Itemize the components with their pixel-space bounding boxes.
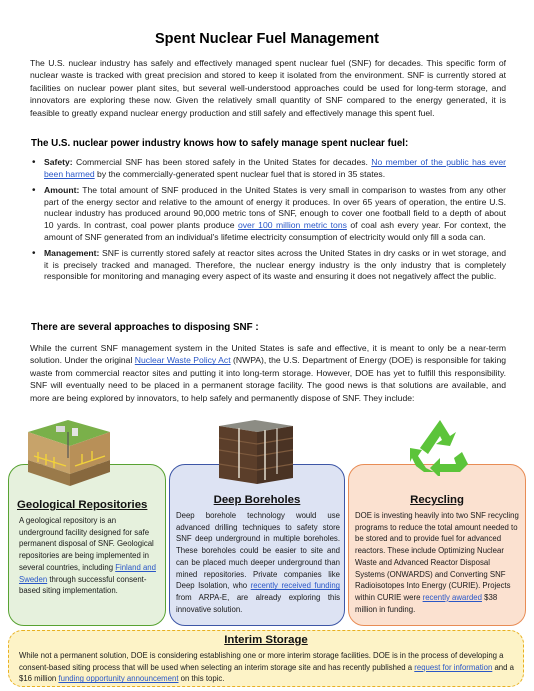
- card-text: [355, 510, 521, 615]
- interim-storage-card: [8, 630, 524, 687]
- page-title: Spent Nuclear Fuel Management: [155, 31, 379, 47]
- section-heading-approaches: There are several approaches to disposing SNF :: [31, 322, 259, 333]
- card-body: on this topic.: [178, 674, 225, 684]
- link-coal-ash[interactable]: over 100 million metric tons: [237, 219, 347, 230]
- card-title: Geological Repositories: [17, 499, 148, 511]
- bullet-label: Management:: [44, 248, 100, 259]
- bullet-label: Amount:: [44, 185, 80, 196]
- bullet-text: by the commercially-generated spent nuclear fuel that is stored in 35 states.: [94, 168, 386, 179]
- section-heading-manage: The U.S. nuclear power industry knows how to safely manage spent nuclear fuel:: [31, 138, 409, 149]
- card-body: A geological repository is an underground facility designed for safe permanent disposal of SNF. Geological repositories are being implemented in several countries, including: [19, 516, 154, 572]
- deep-boreholes-card: [169, 464, 345, 626]
- card-body: Deep borehole technology would use advanced drilling techniques to safety store SNF deep underground in multiple boreholes. These boreholes could be easier to site and can be placed much deeper underground than mined repositories. Private companies like Deep Isolation, who: [176, 511, 340, 591]
- link-no-harm[interactable]: No member of the public has ever been harmed: [44, 157, 506, 179]
- card-body: While not a permanent solution, DOE is considering establishing one or more interim storage facilities. DOE is in the process of developing a consent-based siting process that will be used when selecting an interim storage site and has recently published a: [19, 651, 504, 672]
- link-finland-sweden[interactable]: Finland and Sweden: [19, 562, 156, 584]
- borehole-cross-section-illustration: [205, 420, 305, 486]
- card-body: through successful consent-based siting implementation.: [19, 574, 147, 596]
- card-text: [176, 510, 340, 615]
- card-title: Interim Storage: [224, 634, 308, 646]
- recycling-card: [348, 464, 526, 626]
- card-body: DOE is investing heavily into two SNF recycling programs to reduce the total amount needed to be stored and to provide fuel for advanced reactors. These include Optimizing Nuclear Waste and Advanced Reactor Disposal Systems (ONWARDS) and Converting SNF Radioisotopes Into Energy (CURIE). Projects within CURIE were: [355, 511, 519, 602]
- bullet-management: [30, 248, 506, 283]
- bullet-safety: [30, 157, 506, 180]
- card-text: [19, 650, 515, 685]
- card-body: $38 million in funding.: [355, 592, 498, 614]
- repository-cutaway-illustration: [20, 418, 116, 492]
- link-funding-opportunity[interactable]: funding opportunity announcement: [58, 674, 179, 684]
- bullet-text: SNF is currently stored safely at reactor sites across the United States in dry casks or in wet storage, and it is precisely tracked and managed. Therefore, the nuclear energy industry is the only industry that is completely responsible for monitoring and managing every aspect of its waste and ensuring it does not negatively affect the public.: [44, 248, 506, 282]
- card-body: from ARPA-E, are already exploring this innovative solution.: [176, 592, 340, 614]
- bullet-text: The total amount of SNF produced in the United States is very small in comparison to wastes from any other part of the energy sector and relative to the amount of energy it produces. In over 65 years of operation, the entire U.S. nuclear industry has produced around 90,000 metric tons of SNF, enough to cover one football field to a depth of about 10 yards. In contrast, coal power plants produce: [44, 185, 506, 230]
- card-title: Deep Boreholes: [213, 494, 301, 506]
- paragraph-text: While the current SNF management system in the United States is safe and effective, it is meant to only be a near-term solution. Under the original: [30, 343, 506, 366]
- link-nwpa[interactable]: Nuclear Waste Policy Act: [134, 355, 231, 366]
- bullet-label: Safety:: [44, 157, 73, 167]
- card-body: and a $16 million: [19, 662, 514, 684]
- approaches-paragraph: [30, 342, 506, 404]
- intro-paragraph: The U.S. nuclear industry has safely and effectively managed spent nuclear fuel (SNF) for decades. This specific form of nuclear waste is tracked with great precision and stored to keep it isolated from the environment. SNF is currently stored at facilities on nuclear power plant sites, but several well-understood approaches could be used for long-term storage, and innovators are exploring these now. Given the relatively small quantity of SNF compared to the energy generated, it is feasible to greatly expand nuclear energy production and still safely and effectively manage this spent fuel.: [30, 58, 506, 118]
- bullet-amount: [30, 185, 506, 243]
- recycle-icon: [410, 418, 470, 476]
- bullet-text: Commercial SNF has been stored safely in the United States for decades.: [72, 157, 372, 167]
- card-text: [19, 515, 159, 597]
- link-recently-received-funding[interactable]: recently received funding: [250, 581, 341, 591]
- paragraph-text: (NWPA), the U.S. Department of Energy (DOE) is responsible for taking waste from commercial reactor sites and putting it into long-term storage. However, DOE has yet to fulfill this responsibility. SNF will eventually need to be placed in a permanent storage facility. The good news is that solutions are available, and more are being explored by innovators, to help safely and permanently dispose of SNF. They include:: [30, 355, 507, 403]
- bullet-list: [30, 157, 506, 288]
- bullet-text: of coal ash every year. For context, the amount of SNF generated from an individual's lifetime electricity consumption of electricity would only fill a soda can.: [44, 219, 506, 242]
- card-title: Recycling: [410, 494, 464, 506]
- link-recently-awarded[interactable]: recently awarded: [422, 592, 482, 602]
- link-request-for-information[interactable]: request for information: [414, 662, 493, 672]
